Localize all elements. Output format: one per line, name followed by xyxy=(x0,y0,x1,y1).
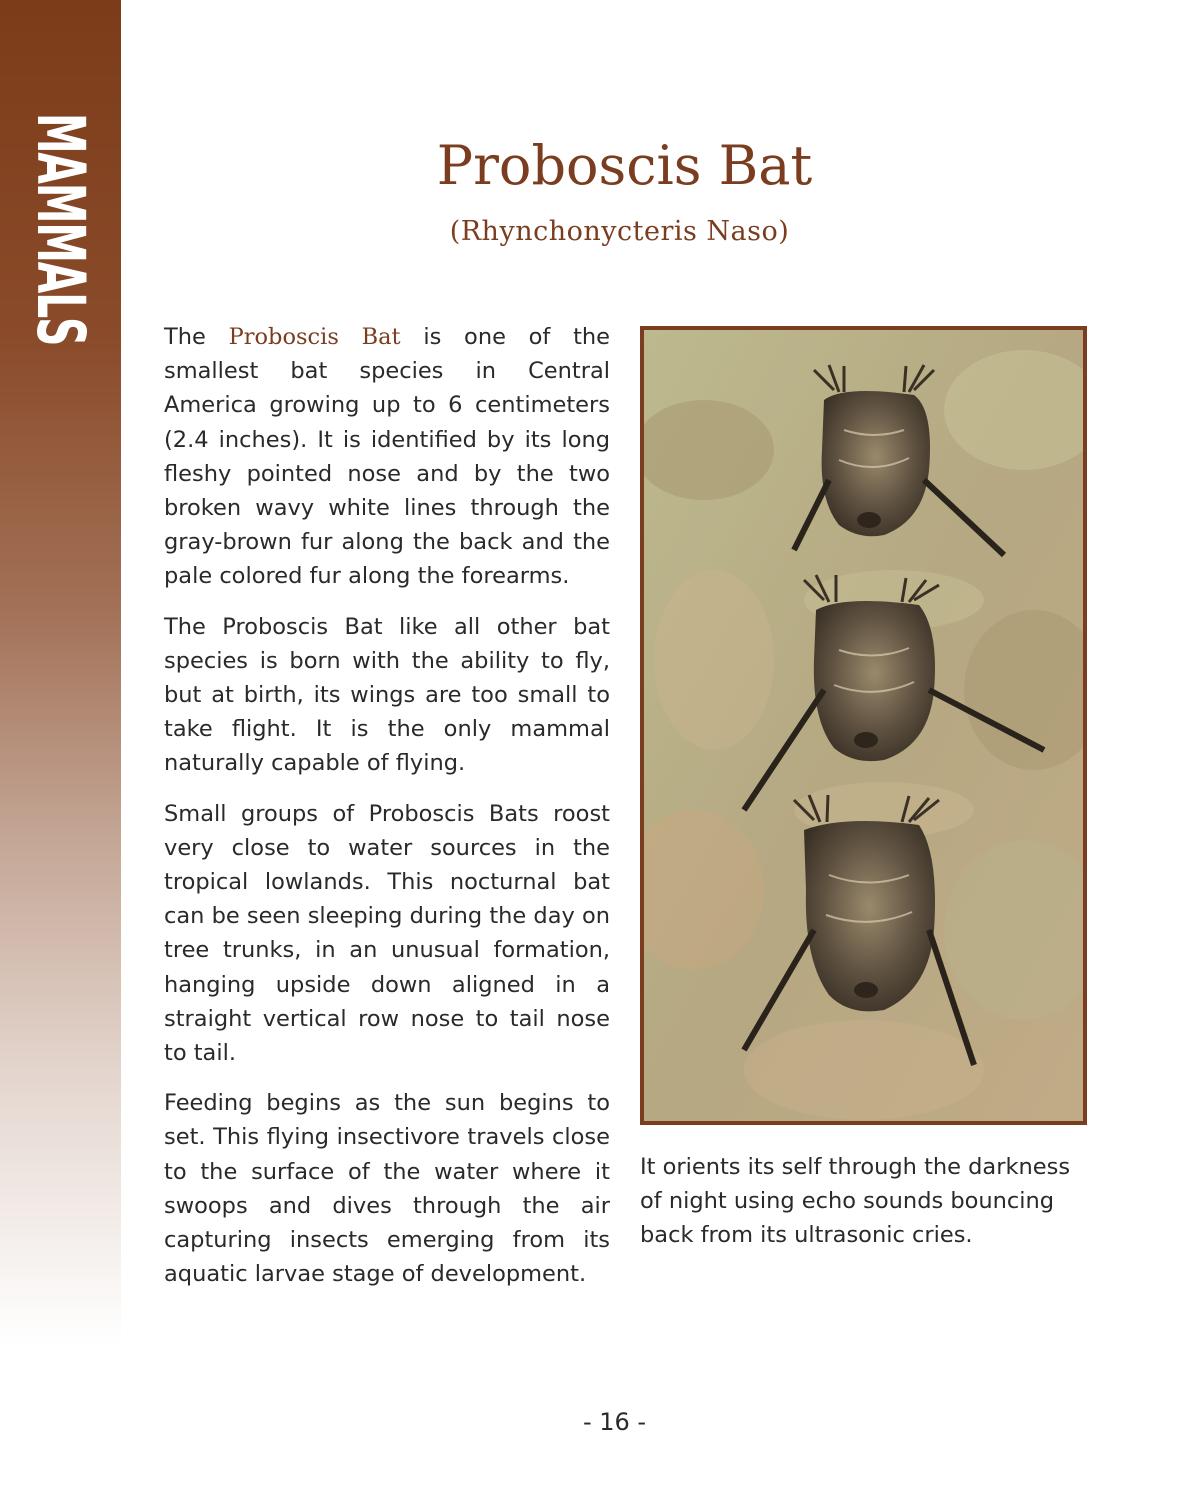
paragraph-2: The Proboscis Bat like all other bat species is born with the ability to fly, but at birth, its wings are too small to take flight. It is the only mammal naturally capable of flying. xyxy=(164,613,610,777)
paragraph-1: The Proboscis Bat is one of the smallest bat species in Central America growing up to 6 centimeters (2.4 inches). It is identified by its long fleshy pointed nose and by the two broken wavy white lines through the gray-brown fur along the back and the pale colored fur along the forearms. xyxy=(164,324,610,590)
body-text xyxy=(164,320,610,1307)
scientific-name: (Rhynchonycteris Naso) xyxy=(449,216,790,247)
paragraph-4: Feeding begins as the sun begins to set. This flying insectivore travels close to the surface of the water where it swoops and dives through the air capturing insects emerging from its aquatic larvae stage of development. xyxy=(164,1090,610,1288)
bat-photo xyxy=(640,326,1087,1125)
paragraph-3: Small groups of Proboscis Bats roost very close to water sources in the tropical lowlands. This nocturnal bat can be seen sleeping during the day on tree trunks, in an unusual formation, hanging upside down aligned in a straight vertical row nose to tail nose to tail. xyxy=(164,800,610,1067)
species-name-highlight: Proboscis Bat xyxy=(228,324,401,350)
section-label: MAMMALS xyxy=(22,112,99,346)
bats-on-tree-illustration xyxy=(644,330,1083,1121)
photo-caption: It orients its self through the darkness of night using echo sounds bouncing back from its ultrasonic cries. xyxy=(640,1154,1071,1249)
page-title: Proboscis Bat xyxy=(436,134,813,197)
page-number: - 16 - xyxy=(582,1408,647,1436)
